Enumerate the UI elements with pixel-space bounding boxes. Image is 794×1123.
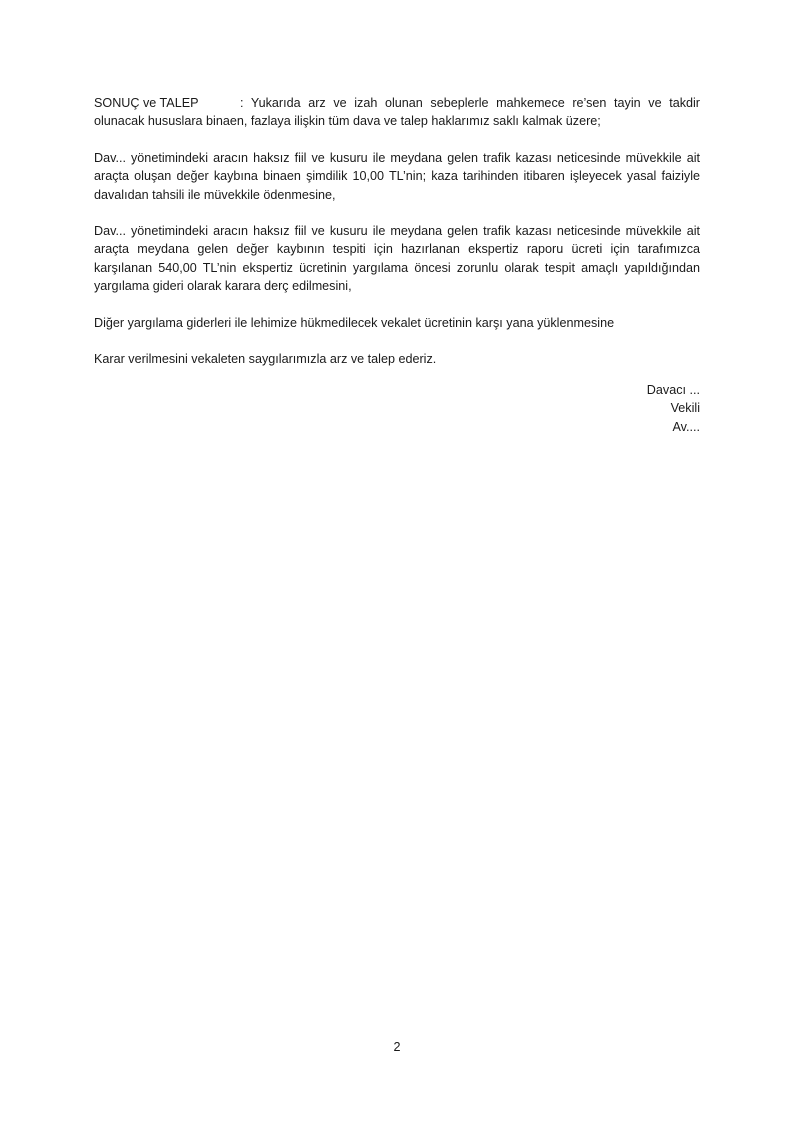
signature-plaintiff: Davacı ... [646, 383, 700, 397]
paragraph-value-loss: Dav... yönetimindeki aracın haksız fiil ve kusuru ile meydana gelen trafik kazası neticesinde müvekkile ait araçta oluşan değer kaybına binaen şimdilik 10,00 TL’nin; kaza tarihinden itibaren işleyecek yasal faiziyle davalıdan tahsili ile müvekkile ödenmesine, [94, 150, 700, 202]
signature-attorney-name: Av.... [672, 419, 700, 434]
paragraph-costs: Diğer yargılama giderleri ile lehimize hükmedilecek vekalet ücretinin karşı yana yüklenmesine [94, 315, 615, 330]
result-request-paragraph [94, 94, 700, 131]
section-heading: SONUÇ ve TALEP [94, 96, 199, 110]
paragraph-expert-fee: Dav... yönetimindeki aracın haksız fiil ve kusuru ile meydana gelen trafik kazası neticesinde müvekkile ait araçta meydana gelen değer kaybının tespiti için hazırlanan ekspertiz raporu ücreti için tarafımızca karşılanan 540,00 TL’nin ekspertiz ücretinin yargılama öncesi zorunlu olarak tespit amaçlı yapıldığından yargılama gideri olarak karara derç edilmesini, [94, 224, 700, 294]
paragraph-closing: Karar verilmesini vekaleten saygılarımızla arz ve talep ederiz. [94, 352, 437, 367]
signature-block [647, 381, 700, 436]
intro-text: : Yukarıda arz ve izah olunan sebeplerle mahkemece re’sen tayin ve takdir olunacak hususlara binaen, fazlaya ilişkin tüm dava ve talep haklarımız saklı kalmak üzere; [94, 96, 700, 129]
document-body [94, 94, 700, 386]
page-number: 2 [393, 1040, 401, 1054]
signature-attorney-label: Vekili [670, 401, 700, 416]
